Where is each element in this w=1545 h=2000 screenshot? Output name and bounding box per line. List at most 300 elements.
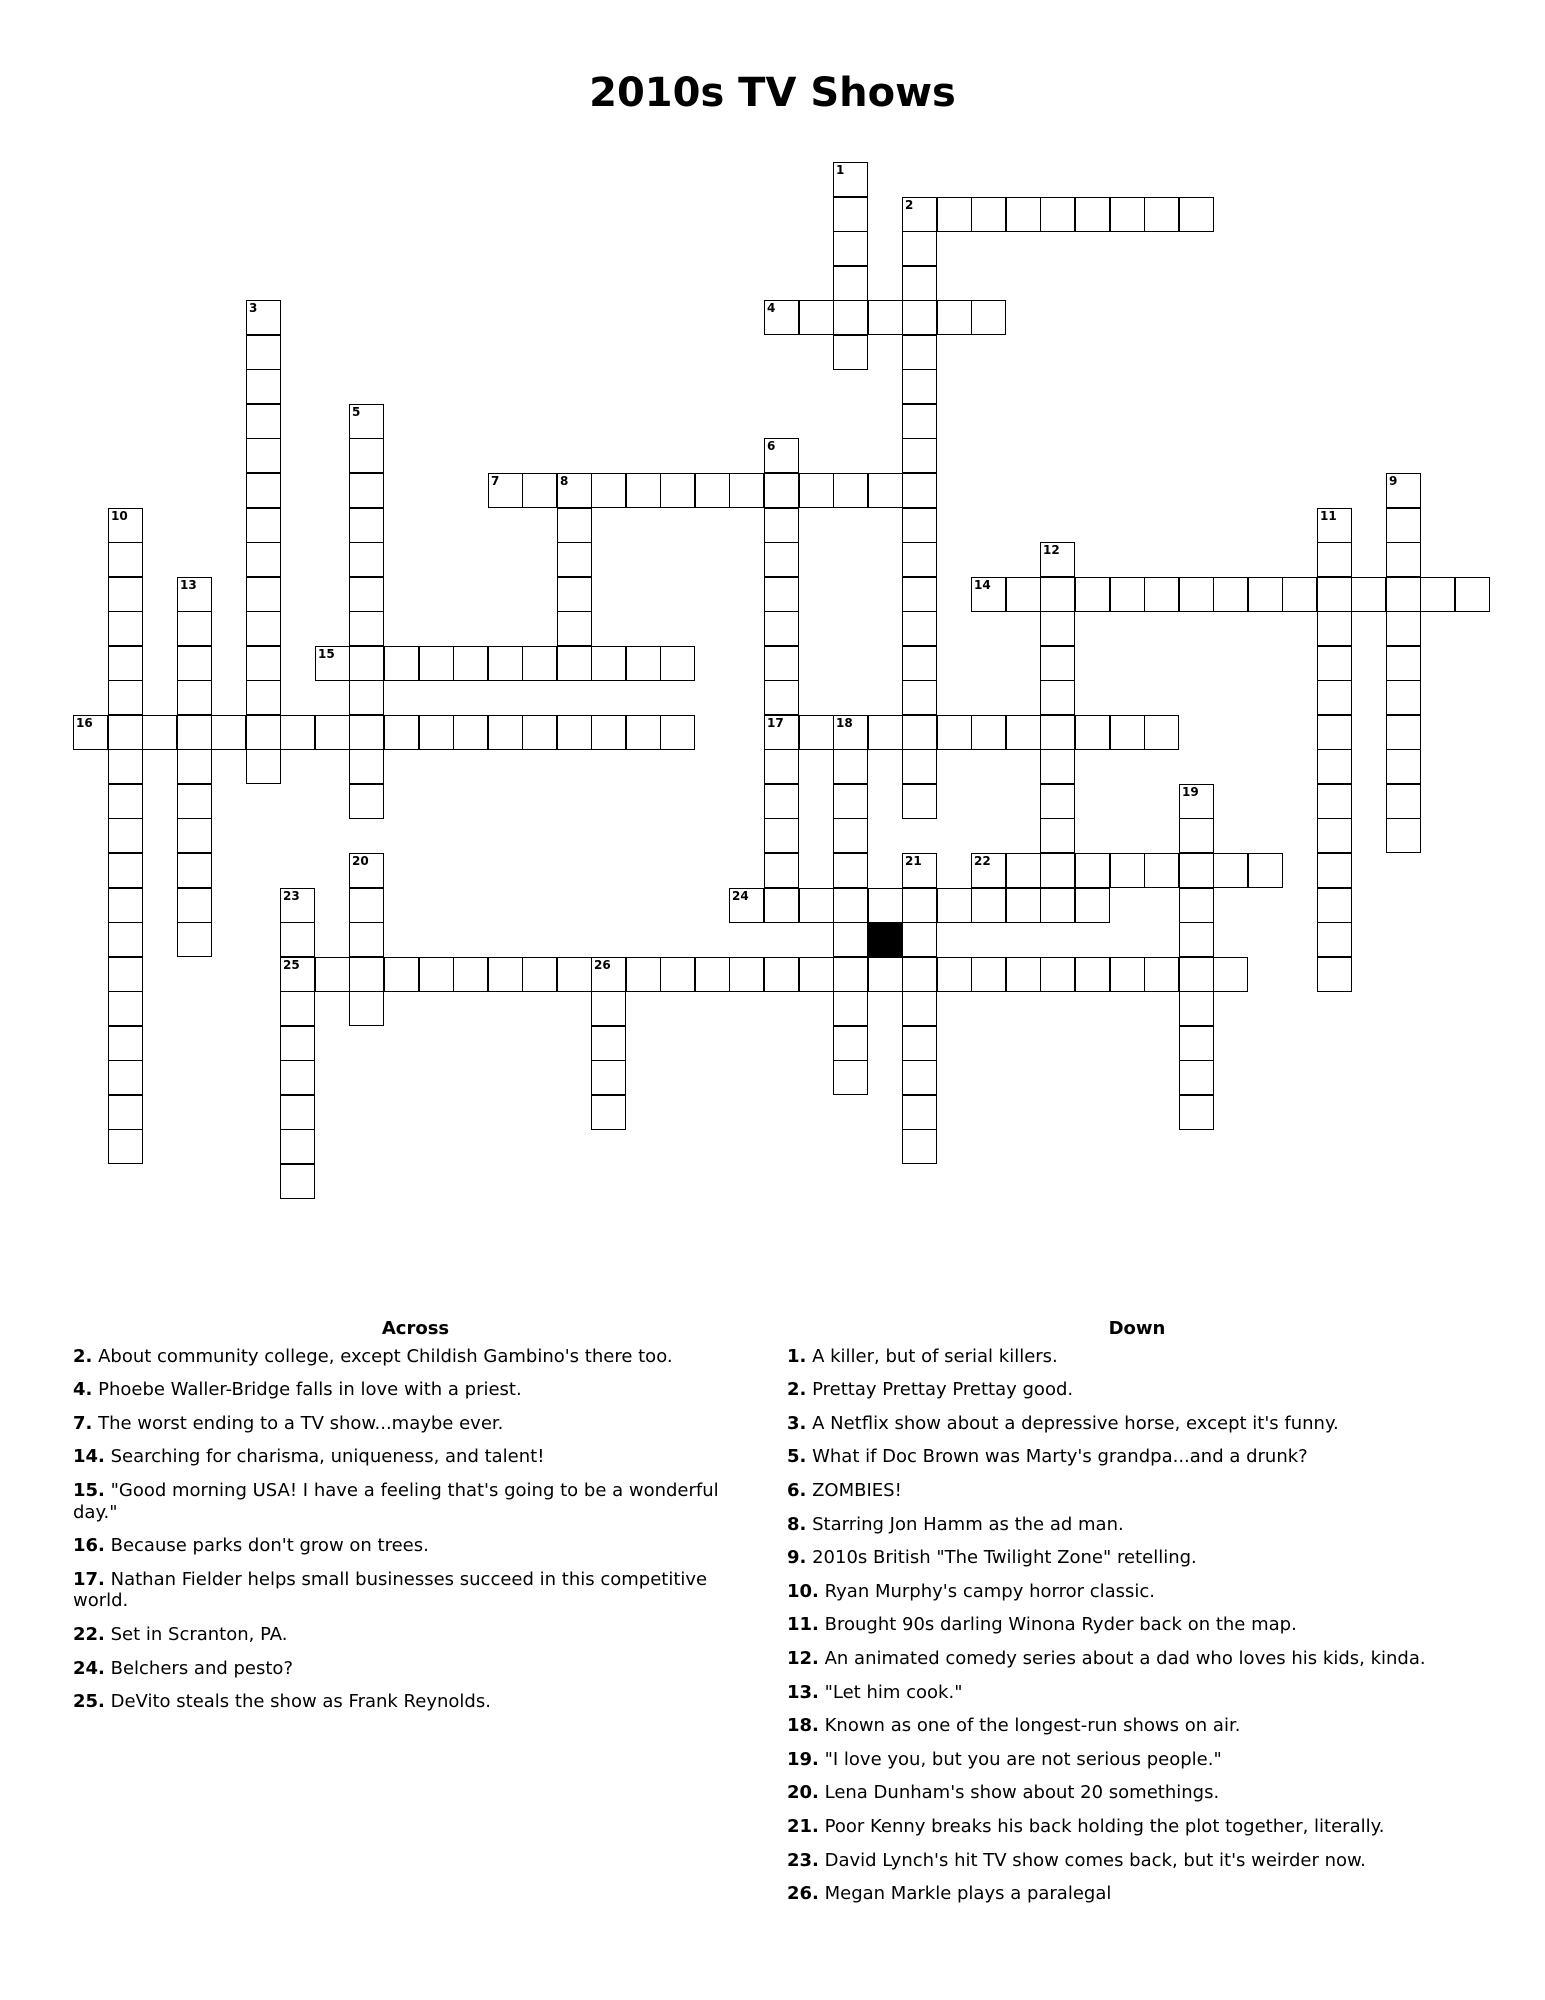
grid-cell[interactable] <box>1386 577 1421 612</box>
grid-cell[interactable] <box>799 473 834 508</box>
grid-cell[interactable] <box>764 646 799 681</box>
grid-cell[interactable] <box>349 749 384 784</box>
grid-cell[interactable] <box>764 508 799 543</box>
grid-cell[interactable] <box>419 957 454 992</box>
grid-cell[interactable] <box>833 922 868 957</box>
grid-cell[interactable] <box>349 404 384 439</box>
grid-cell[interactable] <box>1386 818 1421 853</box>
grid-cell[interactable] <box>1248 577 1283 612</box>
grid-cell[interactable] <box>384 646 419 681</box>
grid-cell[interactable] <box>1110 715 1145 750</box>
grid-cell[interactable] <box>902 646 937 681</box>
grid-cell[interactable] <box>971 715 1006 750</box>
grid-cell[interactable] <box>108 853 143 888</box>
grid-cell[interactable] <box>1386 646 1421 681</box>
grid-cell[interactable] <box>1110 577 1145 612</box>
grid-cell[interactable] <box>1075 577 1110 612</box>
grid-cell[interactable] <box>349 646 384 681</box>
grid-cell[interactable] <box>349 715 384 750</box>
grid-cell[interactable] <box>1040 646 1075 681</box>
grid-cell[interactable] <box>1317 818 1352 853</box>
grid-cell[interactable] <box>246 680 281 715</box>
grid-cell[interactable] <box>1179 991 1214 1026</box>
grid-cell[interactable] <box>557 473 592 508</box>
grid-cell[interactable] <box>349 473 384 508</box>
grid-cell[interactable] <box>833 300 868 335</box>
grid-cell[interactable] <box>902 715 937 750</box>
grid-cell[interactable] <box>937 197 972 232</box>
grid-cell[interactable] <box>1040 957 1075 992</box>
grid-cell[interactable] <box>488 473 523 508</box>
grid-cell[interactable] <box>349 680 384 715</box>
grid-cell[interactable] <box>971 197 1006 232</box>
grid-cell[interactable] <box>799 888 834 923</box>
grid-cell[interactable] <box>1075 715 1110 750</box>
grid-cell[interactable] <box>1144 853 1179 888</box>
grid-cell[interactable] <box>280 991 315 1026</box>
grid-cell[interactable] <box>488 646 523 681</box>
grid-cell[interactable] <box>522 715 557 750</box>
grid-cell[interactable] <box>1006 888 1041 923</box>
grid-cell[interactable] <box>108 1095 143 1130</box>
grid-cell[interactable] <box>557 646 592 681</box>
grid-cell[interactable] <box>729 957 764 992</box>
grid-cell[interactable] <box>108 542 143 577</box>
grid-cell[interactable] <box>971 888 1006 923</box>
grid-cell[interactable] <box>280 1129 315 1164</box>
grid-cell[interactable] <box>937 715 972 750</box>
grid-cell[interactable] <box>349 922 384 957</box>
grid-cell[interactable] <box>591 473 626 508</box>
grid-cell[interactable] <box>522 957 557 992</box>
grid-cell[interactable] <box>764 611 799 646</box>
grid-cell[interactable] <box>695 957 730 992</box>
grid-cell[interactable] <box>280 957 315 992</box>
grid-cell[interactable] <box>591 1095 626 1130</box>
grid-cell[interactable] <box>1386 715 1421 750</box>
grid-cell[interactable] <box>660 646 695 681</box>
grid-cell[interactable] <box>349 957 384 992</box>
grid-cell[interactable] <box>384 715 419 750</box>
grid-cell[interactable] <box>246 508 281 543</box>
grid-cell[interactable] <box>108 888 143 923</box>
grid-cell[interactable] <box>799 300 834 335</box>
grid-cell[interactable] <box>626 473 661 508</box>
grid-cell[interactable] <box>280 1060 315 1095</box>
grid-cell[interactable] <box>1144 197 1179 232</box>
grid-cell[interactable] <box>1386 749 1421 784</box>
grid-cell[interactable] <box>349 784 384 819</box>
grid-cell[interactable] <box>833 266 868 301</box>
grid-cell[interactable] <box>1179 1060 1214 1095</box>
grid-cell[interactable] <box>1179 1095 1214 1130</box>
grid-cell[interactable] <box>1075 197 1110 232</box>
grid-cell[interactable] <box>902 680 937 715</box>
grid-cell[interactable] <box>280 1095 315 1130</box>
grid-cell[interactable] <box>349 853 384 888</box>
grid-cell[interactable] <box>73 715 108 750</box>
grid-cell[interactable] <box>971 300 1006 335</box>
grid-cell[interactable] <box>833 1026 868 1061</box>
grid-cell[interactable] <box>1075 853 1110 888</box>
grid-cell[interactable] <box>902 577 937 612</box>
grid-cell[interactable] <box>419 715 454 750</box>
grid-cell[interactable] <box>177 749 212 784</box>
grid-cell[interactable] <box>246 646 281 681</box>
grid-cell[interactable] <box>349 888 384 923</box>
grid-cell[interactable] <box>799 715 834 750</box>
grid-cell[interactable] <box>177 853 212 888</box>
grid-cell[interactable] <box>626 646 661 681</box>
grid-cell[interactable] <box>902 542 937 577</box>
grid-cell[interactable] <box>1075 957 1110 992</box>
grid-cell[interactable] <box>1317 784 1352 819</box>
grid-cell[interactable] <box>1075 888 1110 923</box>
grid-cell[interactable] <box>108 680 143 715</box>
grid-cell[interactable] <box>971 577 1006 612</box>
grid-cell[interactable] <box>868 715 903 750</box>
grid-cell[interactable] <box>902 473 937 508</box>
grid-cell[interactable] <box>246 404 281 439</box>
grid-cell[interactable] <box>211 715 246 750</box>
grid-cell[interactable] <box>591 646 626 681</box>
grid-cell[interactable] <box>108 922 143 957</box>
grid-cell[interactable] <box>315 715 350 750</box>
grid-cell[interactable] <box>1282 577 1317 612</box>
grid-cell[interactable] <box>108 991 143 1026</box>
grid-cell[interactable] <box>1179 577 1214 612</box>
grid-cell[interactable] <box>626 957 661 992</box>
grid-cell[interactable] <box>384 957 419 992</box>
grid-cell[interactable] <box>764 542 799 577</box>
grid-cell[interactable] <box>557 715 592 750</box>
grid-cell[interactable] <box>902 369 937 404</box>
grid-cell[interactable] <box>1006 197 1041 232</box>
grid-cell[interactable] <box>764 473 799 508</box>
grid-cell[interactable] <box>591 1060 626 1095</box>
grid-cell[interactable] <box>591 715 626 750</box>
grid-cell[interactable] <box>108 577 143 612</box>
grid-cell[interactable] <box>591 991 626 1026</box>
grid-cell[interactable] <box>1040 715 1075 750</box>
grid-cell[interactable] <box>591 957 626 992</box>
grid-cell[interactable] <box>177 680 212 715</box>
cell-number: 12 <box>1043 543 1060 557</box>
grid-cell[interactable] <box>1386 473 1421 508</box>
grid-cell[interactable] <box>764 438 799 473</box>
grid-cell[interactable] <box>902 300 937 335</box>
grid-cell[interactable] <box>660 473 695 508</box>
grid-cell[interactable] <box>349 542 384 577</box>
grid-cell[interactable] <box>177 611 212 646</box>
grid-cell[interactable] <box>1179 197 1214 232</box>
grid-cell[interactable] <box>833 818 868 853</box>
grid-cell[interactable] <box>764 784 799 819</box>
grid-cell[interactable] <box>108 508 143 543</box>
cell-number: 17 <box>767 716 784 730</box>
grid-cell[interactable] <box>349 991 384 1026</box>
grid-cell[interactable] <box>902 611 937 646</box>
grid-cell[interactable] <box>833 473 868 508</box>
grid-cell[interactable] <box>349 577 384 612</box>
grid-cell[interactable] <box>902 335 937 370</box>
grid-cell[interactable] <box>1179 922 1214 957</box>
grid-cell[interactable] <box>1144 957 1179 992</box>
grid-cell[interactable] <box>833 1060 868 1095</box>
grid-cell[interactable] <box>1179 818 1214 853</box>
grid-cell[interactable] <box>868 473 903 508</box>
grid-cell[interactable] <box>971 853 1006 888</box>
grid-cell[interactable] <box>833 991 868 1026</box>
grid-cell[interactable] <box>246 473 281 508</box>
cell-number: 15 <box>318 647 335 661</box>
grid-cell[interactable] <box>695 473 730 508</box>
grid-cell[interactable] <box>1317 508 1352 543</box>
grid-cell[interactable] <box>764 715 799 750</box>
grid-cell[interactable] <box>660 715 695 750</box>
grid-cell[interactable] <box>1317 577 1352 612</box>
grid-cell[interactable] <box>177 646 212 681</box>
grid-cell[interactable] <box>626 715 661 750</box>
grid-cell[interactable] <box>902 1129 937 1164</box>
grid-cell[interactable] <box>557 508 592 543</box>
grid-cell[interactable] <box>1040 577 1075 612</box>
grid-cell[interactable] <box>246 749 281 784</box>
grid-cell[interactable] <box>280 888 315 923</box>
grid-cell[interactable] <box>177 922 212 957</box>
clue-text: "Good morning USA! I have a feeling that's going to be a wonderful day." <box>73 1479 719 1523</box>
grid-cell[interactable] <box>246 335 281 370</box>
grid-cell[interactable] <box>1317 542 1352 577</box>
grid-cell[interactable] <box>315 957 350 992</box>
grid-cell[interactable] <box>108 646 143 681</box>
grid-cell[interactable] <box>557 542 592 577</box>
grid-cell[interactable] <box>902 853 937 888</box>
grid-cell[interactable] <box>764 300 799 335</box>
grid-cell[interactable] <box>833 197 868 232</box>
grid-cell[interactable] <box>1317 922 1352 957</box>
grid-cell[interactable] <box>1317 957 1352 992</box>
grid-cell[interactable] <box>902 991 937 1026</box>
grid-cell[interactable] <box>902 266 937 301</box>
grid-cell[interactable] <box>971 957 1006 992</box>
clue-item <box>787 1682 1487 1704</box>
grid-cell[interactable] <box>868 957 903 992</box>
grid-cell[interactable] <box>833 335 868 370</box>
grid-cell[interactable] <box>937 888 972 923</box>
grid-cell[interactable] <box>1144 715 1179 750</box>
grid-cell[interactable] <box>1317 611 1352 646</box>
grid-cell[interactable] <box>902 1060 937 1095</box>
grid-cell[interactable] <box>246 611 281 646</box>
grid-cell[interactable] <box>1179 888 1214 923</box>
grid-cell[interactable] <box>902 1026 937 1061</box>
grid-cell[interactable] <box>1040 818 1075 853</box>
cell-number: 18 <box>836 716 853 730</box>
grid-cell[interactable] <box>557 957 592 992</box>
clue-number: 14. <box>73 1446 105 1468</box>
grid-cell[interactable] <box>1317 749 1352 784</box>
clue-number: 8. <box>787 1513 807 1535</box>
grid-cell[interactable] <box>833 853 868 888</box>
grid-cell[interactable] <box>1040 197 1075 232</box>
grid-cell[interactable] <box>349 438 384 473</box>
grid-cell[interactable] <box>1179 853 1214 888</box>
grid-cell[interactable] <box>833 784 868 819</box>
grid-cell[interactable] <box>142 715 177 750</box>
grid-cell[interactable] <box>557 611 592 646</box>
grid-cell[interactable] <box>108 1129 143 1164</box>
grid-cell[interactable] <box>729 888 764 923</box>
grid-cell[interactable] <box>246 300 281 335</box>
grid-cell[interactable] <box>177 784 212 819</box>
grid-cell[interactable] <box>1006 957 1041 992</box>
grid-cell[interactable] <box>1386 508 1421 543</box>
grid-cell[interactable] <box>902 508 937 543</box>
grid-cell[interactable] <box>1386 680 1421 715</box>
grid-cell[interactable] <box>246 715 281 750</box>
grid-cell[interactable] <box>1040 853 1075 888</box>
grid-cell[interactable] <box>177 818 212 853</box>
grid-cell[interactable] <box>557 577 592 612</box>
grid-cell[interactable] <box>280 715 315 750</box>
grid-cell[interactable] <box>833 957 868 992</box>
grid-cell[interactable] <box>937 957 972 992</box>
grid-cell[interactable] <box>902 197 937 232</box>
grid-cell[interactable] <box>1213 957 1248 992</box>
grid-cell[interactable] <box>1386 611 1421 646</box>
grid-cell[interactable] <box>1110 197 1145 232</box>
grid-cell[interactable] <box>349 508 384 543</box>
grid-cell[interactable] <box>764 957 799 992</box>
grid-cell[interactable] <box>488 715 523 750</box>
grid-cell[interactable] <box>280 1164 315 1199</box>
grid-cell[interactable] <box>1144 577 1179 612</box>
grid-cell[interactable] <box>280 922 315 957</box>
grid-cell[interactable] <box>764 818 799 853</box>
grid-cell[interactable] <box>660 957 695 992</box>
grid-cell[interactable] <box>522 473 557 508</box>
grid-cell[interactable] <box>177 888 212 923</box>
grid-cell[interactable] <box>419 646 454 681</box>
grid-cell[interactable] <box>1040 542 1075 577</box>
grid-cell[interactable] <box>177 577 212 612</box>
grid-cell[interactable] <box>246 369 281 404</box>
grid-cell[interactable] <box>453 646 488 681</box>
grid-cell[interactable] <box>1248 853 1283 888</box>
grid-cell[interactable] <box>1040 611 1075 646</box>
grid-cell[interactable] <box>108 957 143 992</box>
cell-number: 23 <box>283 889 300 903</box>
grid-cell[interactable] <box>246 542 281 577</box>
grid-cell[interactable] <box>833 231 868 266</box>
grid-cell[interactable] <box>833 888 868 923</box>
grid-cell[interactable] <box>1455 577 1490 612</box>
grid-cell[interactable] <box>1317 715 1352 750</box>
grid-cell[interactable] <box>902 404 937 439</box>
grid-cell[interactable] <box>902 231 937 266</box>
grid-cell[interactable] <box>1420 577 1455 612</box>
grid-cell[interactable] <box>108 611 143 646</box>
grid-cell[interactable] <box>937 300 972 335</box>
grid-cell[interactable] <box>1317 853 1352 888</box>
grid-cell[interactable] <box>315 646 350 681</box>
grid-cell[interactable] <box>1040 784 1075 819</box>
grid-cell[interactable] <box>453 957 488 992</box>
grid-cell[interactable] <box>453 715 488 750</box>
grid-cell[interactable] <box>764 680 799 715</box>
grid-cell[interactable] <box>1040 888 1075 923</box>
clue-number: 16. <box>73 1535 105 1557</box>
grid-cell[interactable] <box>108 715 143 750</box>
grid-cell[interactable] <box>108 1026 143 1061</box>
grid-cell[interactable] <box>868 300 903 335</box>
cell-number: 6 <box>767 439 776 453</box>
grid-cell[interactable] <box>177 715 212 750</box>
grid-cell[interactable] <box>108 784 143 819</box>
grid-cell[interactable] <box>108 1060 143 1095</box>
grid-cell[interactable] <box>1179 957 1214 992</box>
grid-cell[interactable] <box>522 646 557 681</box>
grid-cell[interactable] <box>1317 680 1352 715</box>
grid-cell[interactable] <box>833 715 868 750</box>
grid-cell[interactable] <box>1351 577 1386 612</box>
grid-cell[interactable] <box>488 957 523 992</box>
grid-cell[interactable] <box>833 162 868 197</box>
grid-cell[interactable] <box>1040 749 1075 784</box>
grid-cell[interactable] <box>1006 577 1041 612</box>
grid-cell[interactable] <box>1006 715 1041 750</box>
grid-cell[interactable] <box>108 818 143 853</box>
grid-cell[interactable] <box>902 749 937 784</box>
grid-cell[interactable] <box>1179 784 1214 819</box>
grid-cell[interactable] <box>799 957 834 992</box>
grid-cell[interactable] <box>1040 680 1075 715</box>
clue-number: 3. <box>787 1412 807 1434</box>
grid-cell[interactable] <box>764 888 799 923</box>
grid-cell[interactable] <box>902 1095 937 1130</box>
grid-cell[interactable] <box>902 957 937 992</box>
grid-cell[interactable] <box>1110 853 1145 888</box>
grid-cell[interactable] <box>1317 888 1352 923</box>
grid-cell[interactable] <box>902 888 937 923</box>
grid-cell[interactable] <box>729 473 764 508</box>
grid-cell[interactable] <box>1386 784 1421 819</box>
grid-cell[interactable] <box>1317 646 1352 681</box>
grid-cell[interactable] <box>833 749 868 784</box>
grid-cell[interactable] <box>764 853 799 888</box>
grid-cell[interactable] <box>1179 1026 1214 1061</box>
grid-cell[interactable] <box>1110 957 1145 992</box>
grid-cell[interactable] <box>868 888 903 923</box>
grid-cell[interactable] <box>246 577 281 612</box>
grid-cell[interactable] <box>246 438 281 473</box>
grid-cell[interactable] <box>1386 542 1421 577</box>
grid-cell[interactable] <box>764 749 799 784</box>
grid-cell[interactable] <box>1006 853 1041 888</box>
grid-cell[interactable] <box>902 922 937 957</box>
grid-cell[interactable] <box>349 611 384 646</box>
grid-cell[interactable] <box>1213 853 1248 888</box>
grid-cell[interactable] <box>1213 577 1248 612</box>
grid-cell[interactable] <box>902 438 937 473</box>
grid-cell[interactable] <box>764 577 799 612</box>
grid-cell[interactable] <box>280 1026 315 1061</box>
clue-text: Belchers and pesto? <box>104 1657 294 1679</box>
grid-cell[interactable] <box>108 749 143 784</box>
grid-cell[interactable] <box>902 784 937 819</box>
grid-cell[interactable] <box>591 1026 626 1061</box>
